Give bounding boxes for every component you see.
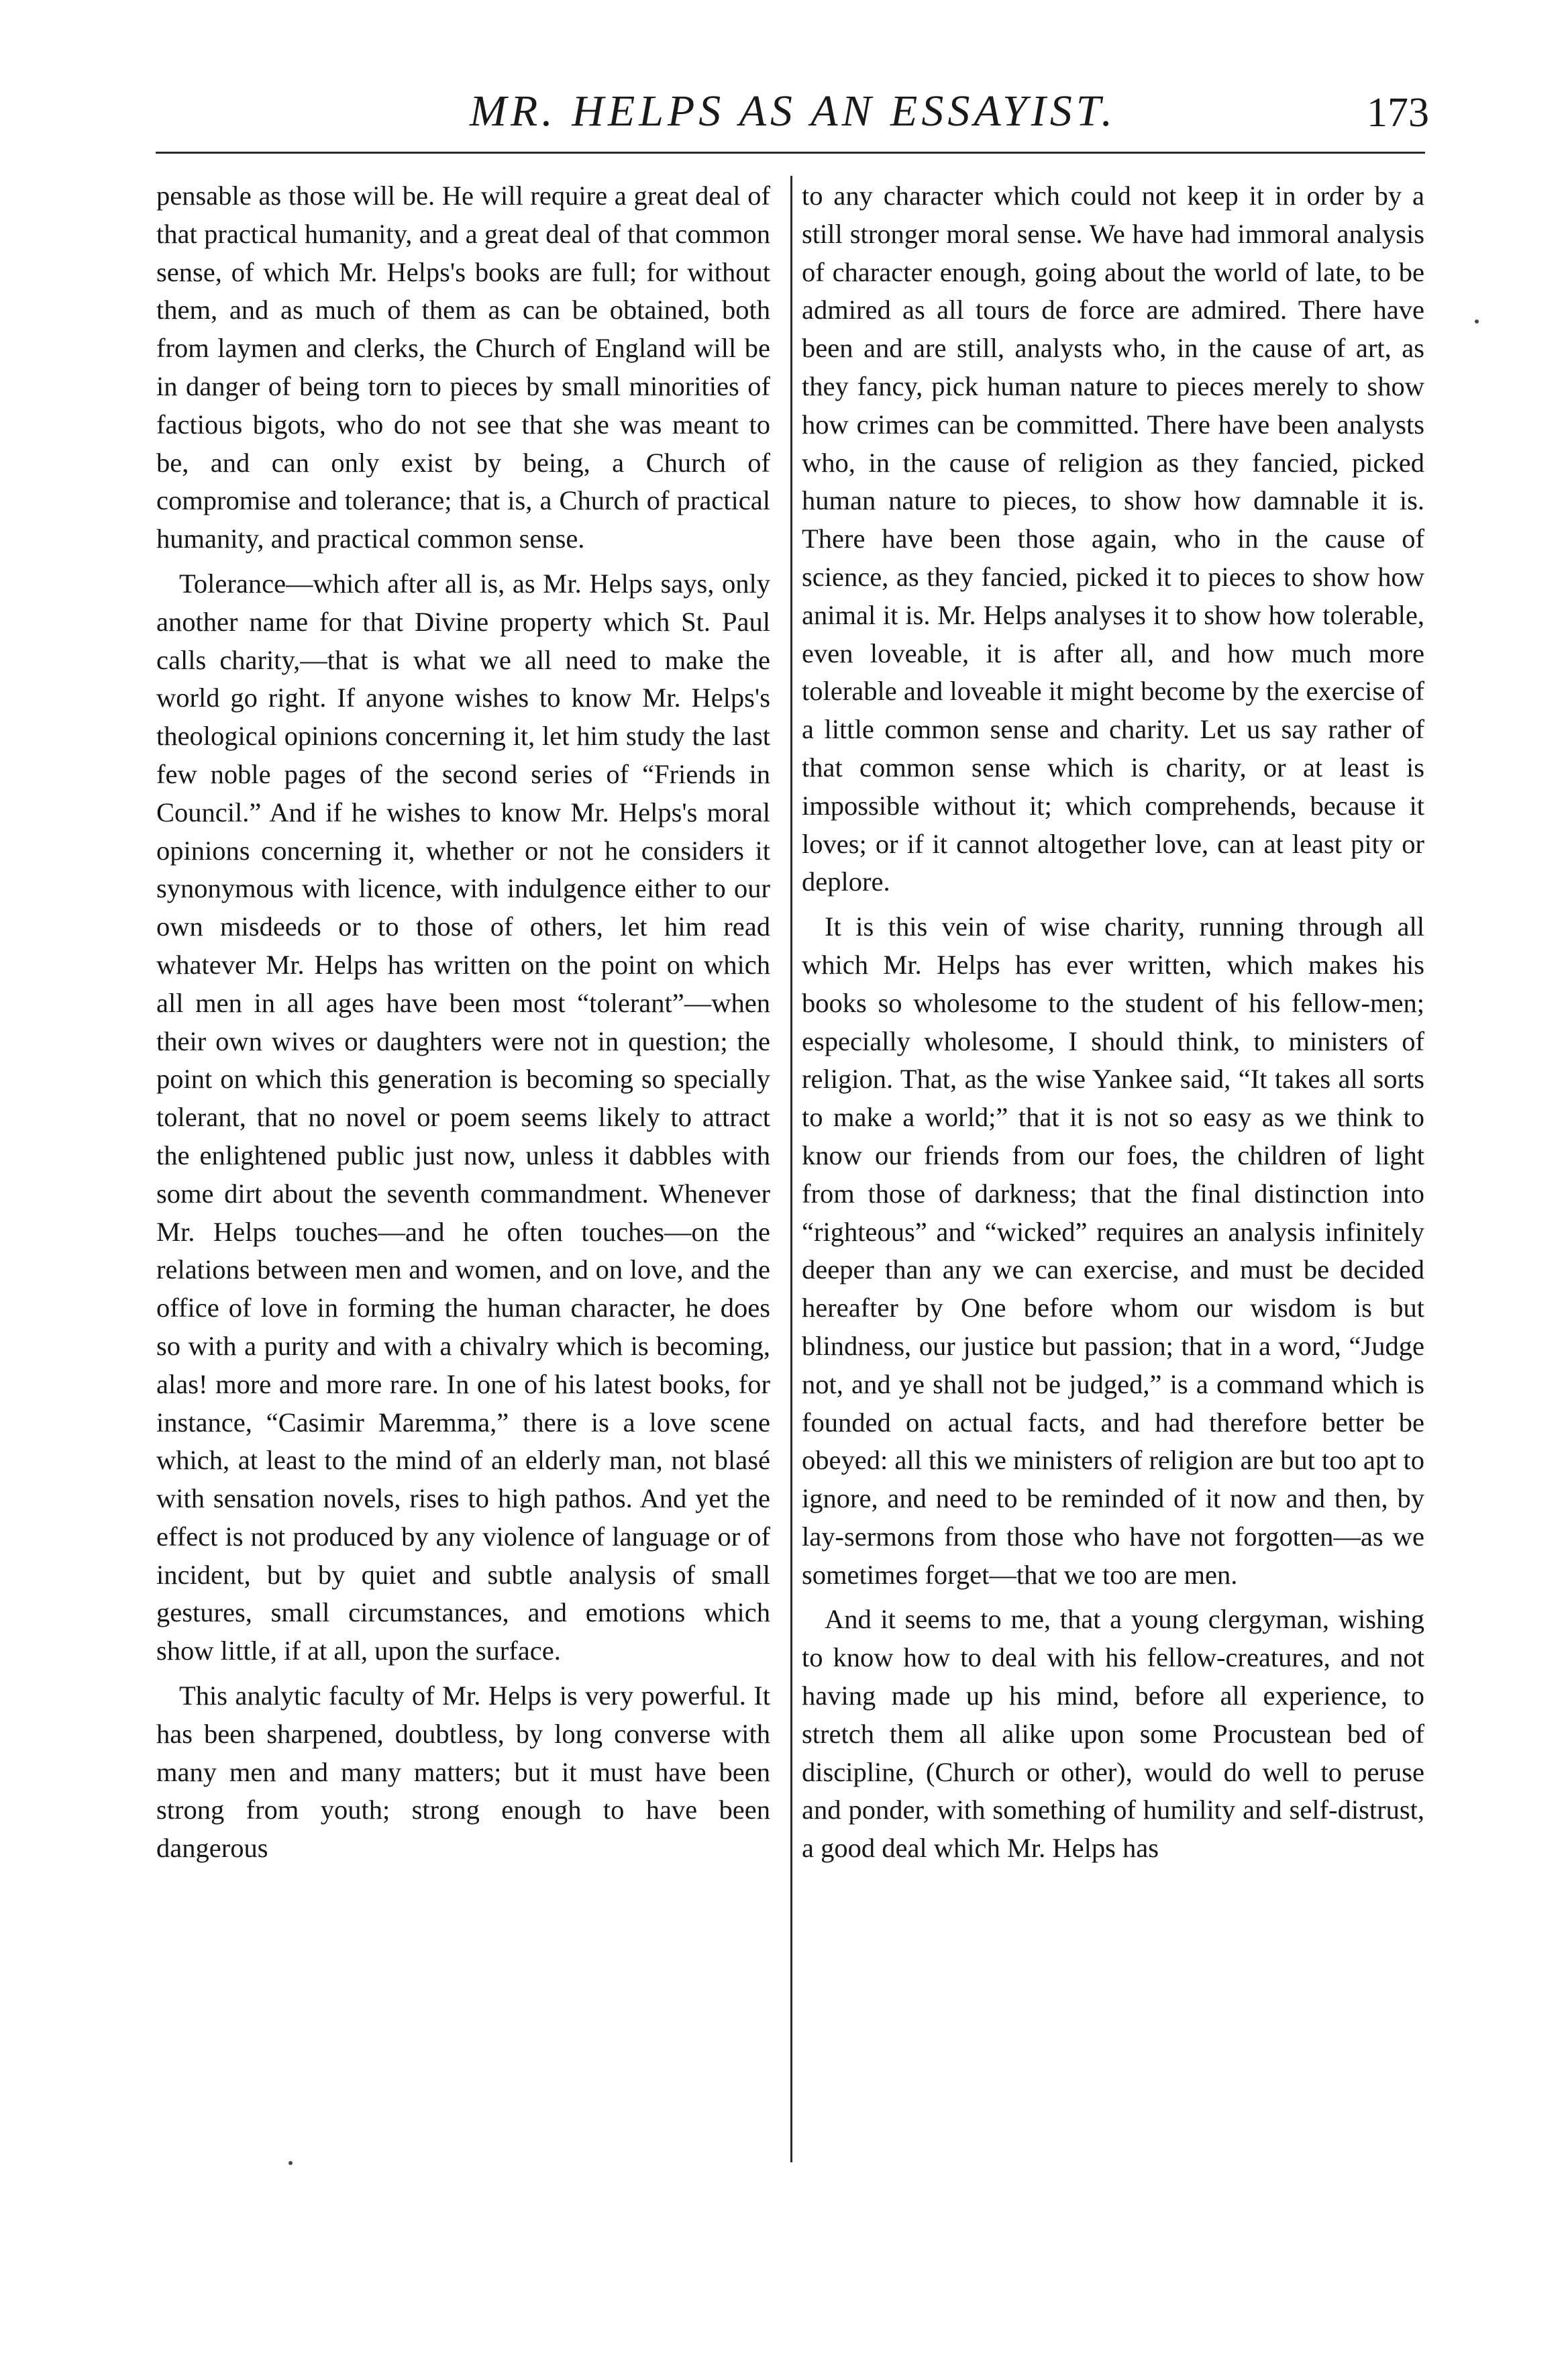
column-rule <box>790 176 792 2162</box>
left-paragraph-3: This analytic faculty of Mr. Helps is very powerful. It has been sharpened, doubtless, by long converse with many men and many matters; but it must have been strong from youth; strong enough to have been dangerous <box>156 1680 770 1864</box>
right-column <box>802 177 1424 1874</box>
left-paragraph-1: pensable as those will be. He will require a great deal of that practical humanity, and a great deal of that common sense, of which Mr. Helps's books are full; for without them, and as much of them as can be obtained, both from laymen and clerks, the Church of England will be in danger of being torn to pieces by small minorities of factious bigots, who do not see that she was meant to be, and can only exist by being, a Church of compromise and tolerance; that is, a Church of practical humanity, and practical common sense. <box>156 181 770 554</box>
right-paragraph-1: to any character which could not keep it in order by a still stronger moral sense. We have had immoral analysis of character enough, going about the world of late, to be admired as all tours de force are admired. There have been and are still, analysts who, in the cause of art, as they fancy, pick human nature to pieces merely to show how crimes can be committed. There have been analysts who, in the cause of religion as they fancied, picked human nature to pieces, to show how damnable it is. There have been those again, who in the cause of science, as they fancied, picked it to pieces to show how animal it is. Mr. Helps analyses it to show how tolerable, even loveable, it is after all, and how much more tolerable and loveable it might become by the exercise of a little common sense and charity. Let us say rather of that common sense which is charity, or at least is impossible without it; which comprehends, because it loves; or if it cannot altogether love, can at least pity or deplore. <box>802 181 1424 897</box>
right-paragraph-3: And it seems to me, that a young clergyman, wishing to know how to deal with his fellow-creatures, and not having made up his mind, before all experience, to stretch them all alike upon some Procustean bed of discipline, (Church or other), would do well to peruse and ponder, with something of humility and self-distrust, a good deal which Mr. Helps has <box>802 1604 1424 1864</box>
page-number: 173 <box>1367 90 1429 136</box>
running-title: MR. HELPS AS AN ESSAYIST. <box>470 87 1117 136</box>
print-speck <box>289 2161 293 2165</box>
print-speck <box>1475 319 1479 323</box>
right-paragraph-2: It is this vein of wise charity, running through all which Mr. Helps has ever written, which makes his books so wholesome to the student of his fellow-men; especially wholesome, I should think, to ministers of religion. That, as the wise Yankee said, “It takes all sorts to make a world;” that it is not so easy as we think to know our friends from our foes, the children of light from those of darkness; that the final distinction into “righteous” and “wicked” requires an analysis infinitely deeper than any we can exercise, and must be decided hereafter by One before whom our wisdom is but blindness, our justice but passion; that in a word, “Judge not, and ye shall not be judged,” is a command which is founded on actual facts, and had therefore better be obeyed: all this we ministers of religion are but too apt to ignore, and need to be reminded of it now and then, by lay-sermons from those who have not forgotten—as we sometimes forget—that we too are men. <box>802 911 1424 1590</box>
left-paragraph-2: Tolerance—which after all is, as Mr. Helps says, only another name for that Divine property which St. Paul calls charity,—that is what we all need to make the world go right. If anyone wishes to know Mr. Helps's theological opinions concerning it, let him study the last few noble pages of the second series of “Friends in Council.” And if he wishes to know Mr. Helps's moral opinions concerning it, whether or not he considers it synonymous with licence, with indulgence either to our own misdeeds or to those of others, let him read whatever Mr. Helps has written on the point on which all men in all ages have been most “tolerant”—when their own wives or daughters were not in question; the point on which this generation is becoming so specially tolerant, that no novel or poem seems likely to attract the enlightened public just now, unless it dabbles with some dirt about the seventh commandment. Whenever Mr. Helps touches—and he often touches—on the relations between men and women, and on love, and the office of love in forming the human character, he does so with a purity and with a chivalry which is becoming, alas! more and more rare. In one of his latest books, for instance, “Casimir Maremma,” there is a love scene which, at least to the mind of an elderly man, not blasé with sensation novels, rises to high pathos. And yet the effect is not produced by any violence of language or of incident, but by quiet and subtle analysis of small gestures, small circumstances, and emotions which show little, if at all, upon the surface. <box>156 568 770 1666</box>
left-column <box>156 177 770 1874</box>
header-rule <box>156 152 1425 154</box>
